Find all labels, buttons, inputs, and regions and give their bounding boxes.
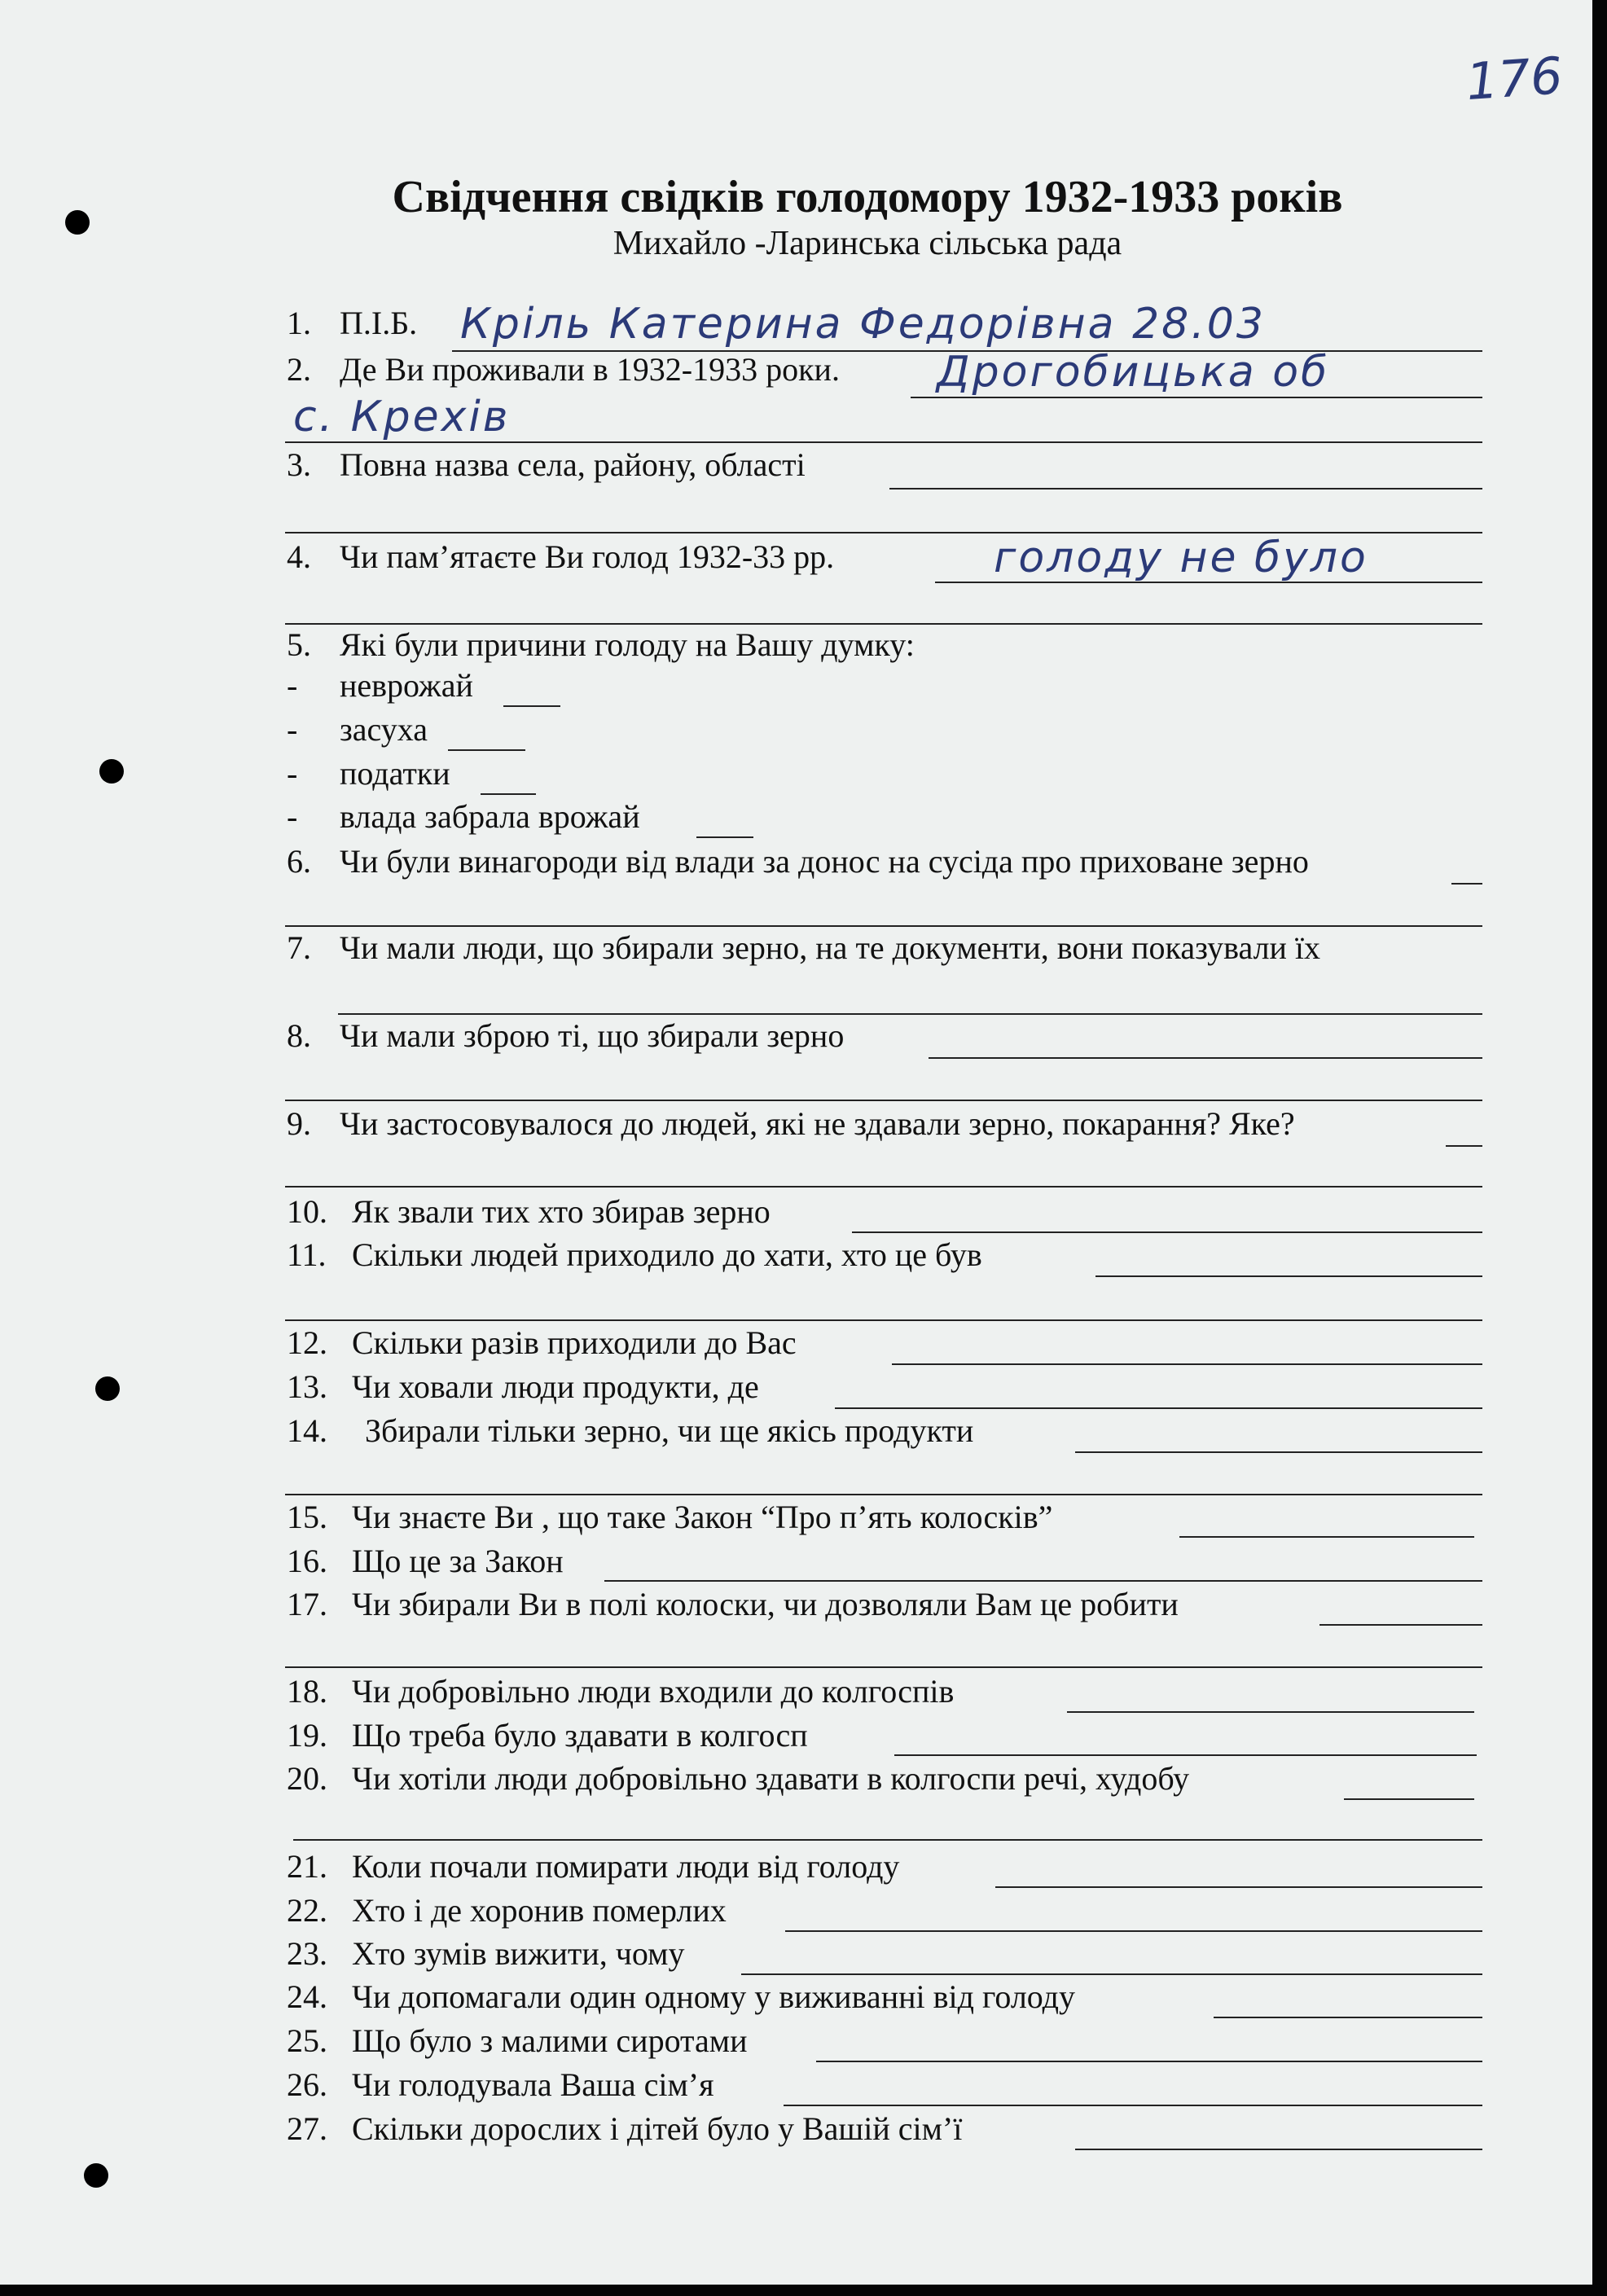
question-text: Що це за Закон: [352, 1543, 564, 1579]
question-text: Чи мали люди, що збирали зерно, на те документи, вони показували їх: [340, 929, 1321, 966]
question-number: 26.: [287, 2066, 327, 2103]
question-21: [287, 1847, 899, 1886]
page-title: Свідчення свідків голодомору 1932-1933 років: [392, 172, 1343, 222]
question-14: [287, 1411, 973, 1451]
question-number: 10.: [287, 1193, 327, 1230]
answer-line[interactable]: [1446, 1145, 1482, 1147]
question-text: Чи добровільно люди входили до колгоспів: [352, 1673, 955, 1710]
page-subtitle: Михайло -Ларинська сільська рада: [613, 225, 1122, 262]
question-number: 7.: [287, 929, 311, 966]
answer-q4: голоду не було: [994, 533, 1368, 582]
question-number: 16.: [287, 1543, 327, 1579]
checkbox-line[interactable]: [696, 836, 753, 838]
cause-option: [287, 666, 473, 705]
question-number: 9.: [287, 1105, 311, 1142]
question-2: [287, 350, 840, 389]
question-5: [287, 626, 915, 665]
question-text: Чи допомагали один одному у виживанні від голоду: [352, 1978, 1076, 2015]
question-text: Чи ховали люди продукти, де: [352, 1368, 759, 1405]
answer-line[interactable]: [816, 2061, 1482, 2062]
answer-line[interactable]: [293, 1839, 1482, 1841]
question-number: 17.: [287, 1586, 327, 1622]
question-number: 4.: [287, 538, 311, 575]
question-10: [287, 1192, 771, 1231]
question-number: 13.: [287, 1368, 327, 1405]
question-text: Чи збирали Ви в полі колоски, чи дозволяли Вам це робити: [352, 1586, 1179, 1622]
answer-line[interactable]: [995, 1886, 1482, 1888]
question-number: 20.: [287, 1760, 327, 1797]
question-text: Коли почали помирати люди від голоду: [352, 1848, 900, 1885]
question-7: [287, 928, 1320, 968]
question-8: [287, 1016, 844, 1056]
question-9: [287, 1104, 1295, 1144]
question-text: Збирали тільки зерно, чи ще якісь продукти: [365, 1412, 974, 1449]
question-4: [287, 538, 834, 577]
question-text: Скільки людей приходило до хати, хто це був: [352, 1236, 982, 1273]
question-number: 15.: [287, 1499, 327, 1535]
question-25: [287, 2022, 748, 2061]
question-text: Як звали тих хто збирав зерно: [352, 1193, 771, 1230]
question-text: Чи знаєте Ви , що таке Закон “Про п’ять колосків”: [352, 1499, 1053, 1535]
question-number: 11.: [287, 1236, 327, 1273]
answer-line[interactable]: [604, 1580, 1482, 1582]
cause-option: [287, 797, 640, 836]
cause-option: [287, 710, 428, 749]
question-number: 8.: [287, 1017, 311, 1054]
question-26: [287, 2066, 714, 2105]
answer-line[interactable]: [852, 1231, 1482, 1233]
answer-line[interactable]: [1075, 2149, 1482, 2150]
question-6: [287, 842, 1309, 881]
question-text: П.І.Б.: [340, 305, 418, 341]
question-1: [287, 304, 417, 343]
question-number: 22.: [287, 1892, 327, 1929]
question-20: [287, 1759, 1189, 1798]
question-text: Чи були винагороди від влади за донос на сусіда про приховане зерно: [340, 843, 1309, 880]
question-number: 21.: [287, 1848, 327, 1885]
answer-line[interactable]: [285, 1319, 1482, 1321]
answer-line[interactable]: [892, 1363, 1482, 1365]
page-number: 176: [1464, 45, 1565, 112]
cause-option: [287, 754, 450, 793]
question-27: [287, 2109, 962, 2149]
question-11: [287, 1236, 982, 1275]
answer-line[interactable]: [285, 1100, 1482, 1101]
question-3: [287, 446, 806, 485]
punch-hole: [95, 1376, 120, 1401]
question-text: Чи голодувала Ваша сім’я: [352, 2066, 714, 2103]
question-number: 24.: [287, 1978, 327, 2015]
question-23: [287, 1934, 684, 1973]
question-13: [287, 1368, 759, 1407]
question-number: 3.: [287, 446, 311, 483]
answer-line[interactable]: [894, 1754, 1477, 1756]
answer-line[interactable]: [1067, 1711, 1474, 1713]
question-number: 23.: [287, 1935, 327, 1972]
answer-line[interactable]: [785, 1930, 1482, 1932]
answer-line[interactable]: [741, 1973, 1482, 1975]
answer-line[interactable]: [1344, 1798, 1474, 1800]
answer-line[interactable]: [1319, 1624, 1482, 1626]
question-number: 18.: [287, 1673, 327, 1710]
checkbox-line[interactable]: [481, 793, 536, 795]
cause-label: податки: [340, 755, 450, 792]
answer-line[interactable]: [784, 2105, 1482, 2106]
list-dash: -: [287, 667, 298, 704]
question-number: 19.: [287, 1717, 327, 1754]
question-number: 6.: [287, 843, 311, 880]
question-text: Скільки дорослих і дітей було у Вашій сім’ї: [352, 2110, 963, 2147]
answer-q1: Кріль Катерина Федорівна 28.03: [460, 300, 1266, 349]
cause-label: неврожай: [340, 667, 473, 704]
question-number: 12.: [287, 1324, 327, 1361]
answer-line[interactable]: [1214, 2017, 1482, 2018]
question-number: 27.: [287, 2110, 327, 2147]
question-17: [287, 1585, 1179, 1624]
answer-line[interactable]: [285, 441, 1482, 443]
question-text: Чи застосовувалося до людей, які не здавали зерно, покарання? Яке?: [340, 1105, 1295, 1142]
question-text: Хто зумів вижити, чому: [352, 1935, 685, 1972]
answer-line[interactable]: [929, 1057, 1482, 1059]
answer-line[interactable]: [889, 488, 1482, 489]
question-text: Скільки разів приходили до Вас: [352, 1324, 797, 1361]
answer-line[interactable]: [285, 1186, 1482, 1188]
question-text: Чи пам’ятаєте Ви голод 1932-33 рр.: [340, 538, 835, 575]
question-text: Що треба було здавати в колгосп: [352, 1717, 808, 1754]
checkbox-line[interactable]: [503, 705, 560, 707]
answer-line[interactable]: [1179, 1536, 1474, 1538]
question-number: 2.: [287, 351, 311, 388]
question-number: 1.: [287, 305, 311, 341]
question-text: Повна назва села, району, області: [340, 446, 806, 483]
punch-hole: [99, 759, 124, 784]
list-dash: -: [287, 798, 298, 835]
question-18: [287, 1672, 954, 1711]
question-text: Що було з малими сиротами: [352, 2022, 748, 2059]
answer-line[interactable]: [1075, 1451, 1482, 1453]
question-text: Де Ви проживали в 1932-1933 роки.: [340, 351, 840, 388]
cause-label: засуха: [340, 711, 428, 748]
punch-hole: [84, 2163, 108, 2188]
answer-line[interactable]: [285, 623, 1482, 625]
checkbox-line[interactable]: [448, 749, 525, 751]
list-dash: -: [287, 711, 298, 748]
answer-line[interactable]: [285, 925, 1482, 927]
question-24: [287, 1978, 1075, 2017]
question-number: 5.: [287, 626, 311, 663]
question-22: [287, 1891, 727, 1930]
question-15: [287, 1498, 1052, 1537]
question-number: 25.: [287, 2022, 327, 2059]
answer-q2: Дрогобицька об: [937, 348, 1330, 397]
answer-line[interactable]: [835, 1407, 1482, 1409]
answer-line[interactable]: [911, 397, 1482, 398]
question-text: Які були причини голоду на Вашу думку:: [340, 626, 915, 663]
question-text: Чи мали зброю ті, що збирали зерно: [340, 1017, 845, 1054]
answer-line[interactable]: [285, 1666, 1482, 1668]
question-19: [287, 1716, 808, 1755]
answer-line[interactable]: [1451, 883, 1482, 885]
question-text: Чи хотіли люди добровільно здавати в колгоспи речі, худобу: [352, 1760, 1190, 1797]
answer-q2-continued: с. Крехів: [293, 393, 511, 441]
question-12: [287, 1324, 797, 1363]
cause-label: влада забрала врожай: [340, 798, 640, 835]
question-text: Хто і де хоронив померлих: [352, 1892, 727, 1929]
answer-line[interactable]: [1095, 1275, 1482, 1277]
list-dash: -: [287, 755, 298, 792]
question-number: 14.: [287, 1412, 327, 1449]
answer-line[interactable]: [285, 1494, 1482, 1495]
question-16: [287, 1542, 564, 1581]
answer-line[interactable]: [338, 1013, 1482, 1015]
